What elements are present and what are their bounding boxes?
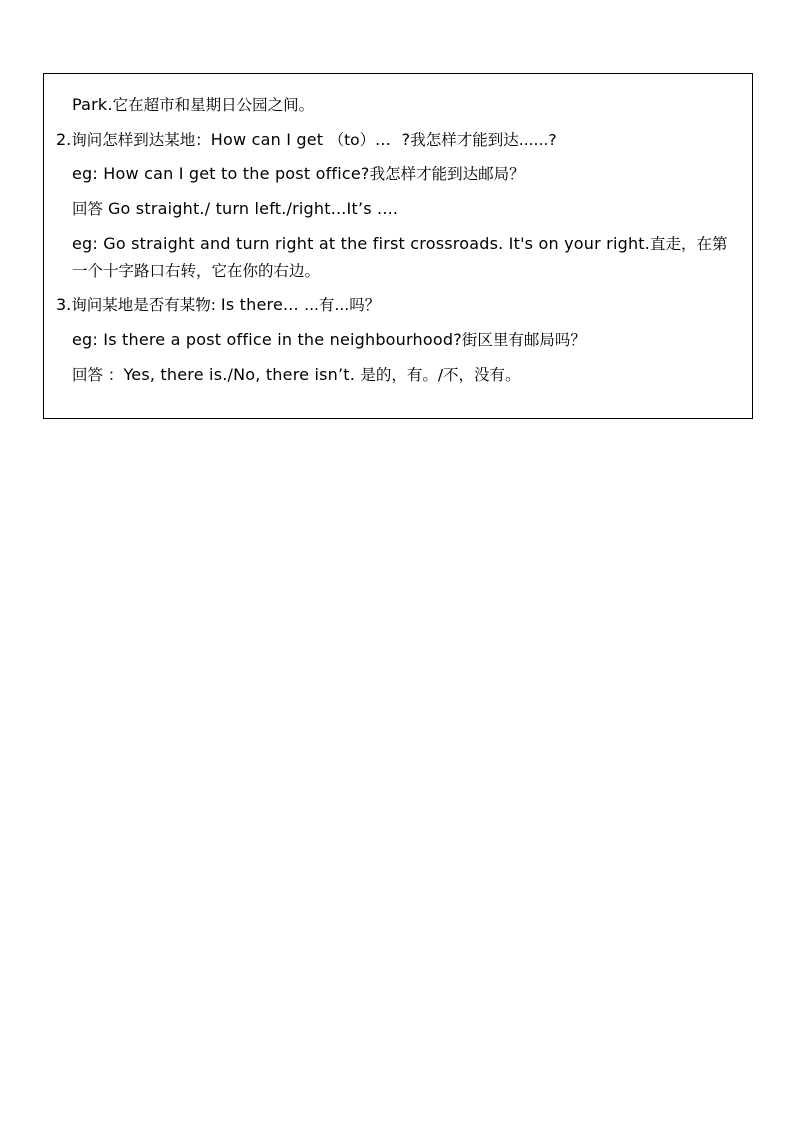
bordered-text-box xyxy=(43,73,753,419)
text-run-cn: 回答 xyxy=(72,200,108,219)
text-run-num: 2. xyxy=(56,129,72,149)
text-run-cn: 我怎样才能到达......? xyxy=(410,130,557,149)
text-run-cn: （to） xyxy=(328,130,376,149)
text-run-en: Park. xyxy=(72,95,113,114)
text-run-en: eg: How can I get to the post office? xyxy=(72,164,370,184)
text-line xyxy=(54,123,742,158)
text-run-cn: 询问怎样到达某地： xyxy=(71,130,211,149)
text-run-cn: 是的，有。/不，没有。 xyxy=(360,365,521,384)
text-run-en: ... ? xyxy=(375,129,411,149)
text-run-en: How can I get xyxy=(210,129,329,149)
text-line xyxy=(54,288,742,323)
text-line xyxy=(54,88,742,123)
text-line xyxy=(54,192,742,227)
text-run-cn: 回答 ： xyxy=(72,365,124,384)
text-line xyxy=(54,227,742,288)
text-line xyxy=(54,157,742,192)
text-run-cn: ...有...吗？ xyxy=(304,296,381,315)
text-run-en: eg: Go straight and turn right at the first crossroads. It's on your right. xyxy=(72,233,651,253)
text-run-en: Go straight./ turn left./right...It’s .... xyxy=(107,199,399,219)
text-run-cn: 我怎样才能到达邮局？ xyxy=(369,165,525,184)
text-run-cn: 询问某地是否有某物: xyxy=(71,296,221,315)
text-line xyxy=(54,323,742,358)
text-run-en: eg: Is there a post office in the neighbourhood? xyxy=(72,330,462,350)
text-run-cn: 直走，在第一个十字路口右转，它在你的右边。 xyxy=(72,234,728,280)
text-run-en: Is there... xyxy=(220,295,305,315)
text-run-cn: 街区里有邮局吗？ xyxy=(461,331,586,350)
text-run-en: Yes, there is./No, there isn’t. xyxy=(123,364,361,384)
text-run-num: 3. xyxy=(56,295,72,315)
text-line xyxy=(54,358,742,393)
text-run-cn: 它在超市和星期日公园之间。 xyxy=(112,96,315,114)
